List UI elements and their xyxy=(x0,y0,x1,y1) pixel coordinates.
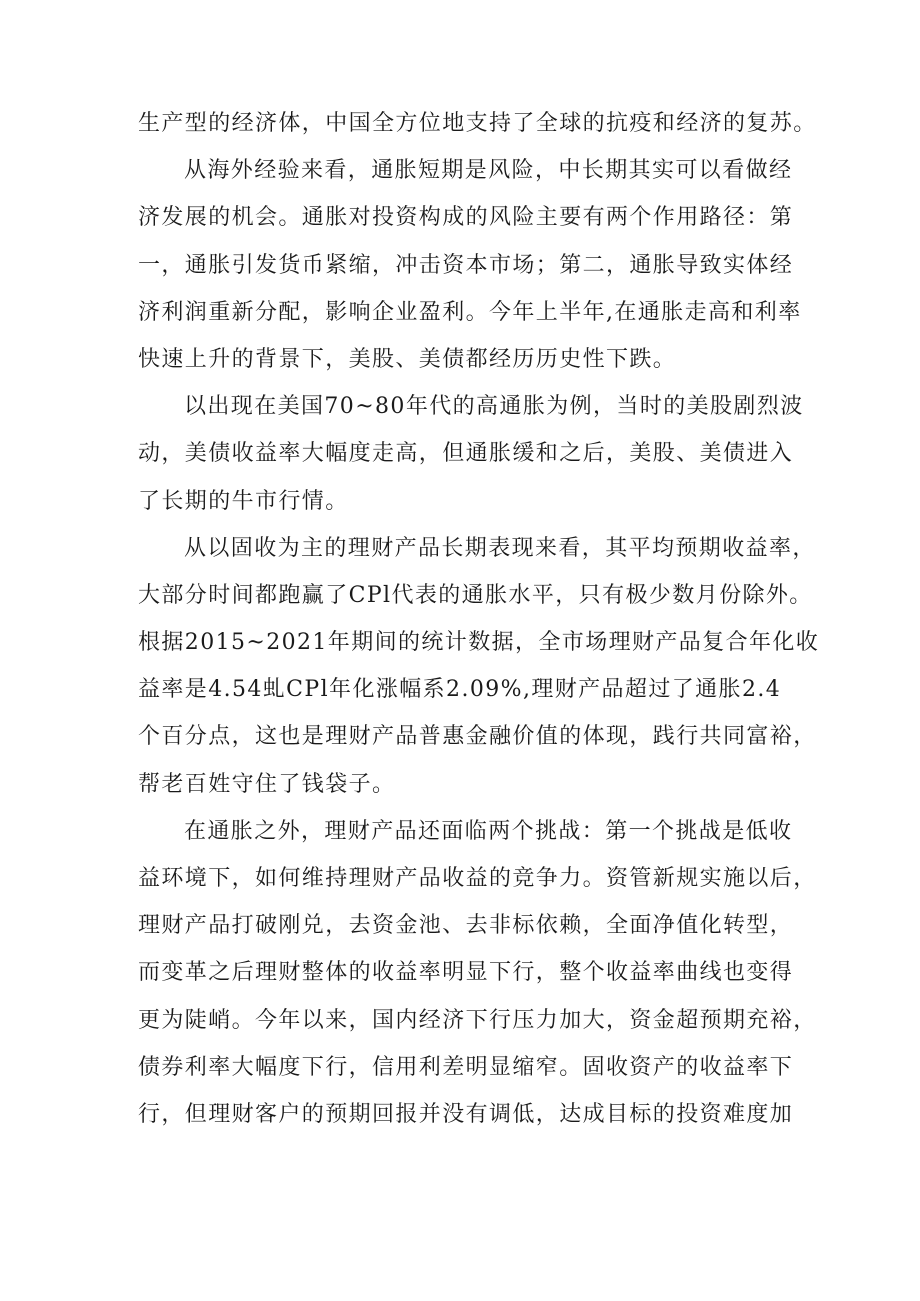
text-line: 债券利率大幅度下行，信用利差明显缩窄。固收资产的收益率下 xyxy=(138,1054,794,1080)
text-line: 根据2015~2021年期间的统计数据，全市场理财产品复合年化收 xyxy=(138,630,820,656)
text-line: 济利润重新分配，影响企业盈利。今年上半年,在通胀走高和利率 xyxy=(138,299,802,325)
text-line: 动，美债收益率大幅度走高，但通胀缓和之后，美股、美债进入 xyxy=(138,441,794,467)
text-line: 帮老百姓守住了钱袋子。 xyxy=(138,771,396,797)
text-line: 个百分点，这也是理财产品普惠金融价值的体现，践行共同富裕， xyxy=(138,724,817,750)
paragraph-start-line: 从海外经验来看，通胀短期是风险，中长期其实可以看做经 xyxy=(184,158,793,184)
text-line: 理财产品打破刚兑，去资金池、去非标依赖，全面净值化转型， xyxy=(138,913,794,939)
text-line: 益率是4.54虬CPl年化涨幅系2.09%,理财产品超过了通胀2.4 xyxy=(138,677,782,703)
paragraph-start-line: 在通胀之外，理财产品还面临两个挑战：第一个挑战是低收 xyxy=(184,818,793,844)
text-line: 更为陡峭。今年以来，国内经济下行压力加大，资金超预期充裕， xyxy=(138,1007,817,1033)
text-line: 而变革之后理财整体的收益率明显下行，整个收益率曲线也变得 xyxy=(138,960,794,986)
paragraph-start-line: 以出现在美国70~80年代的高通胀为例，当时的美股剧烈波 xyxy=(184,394,804,420)
paragraph-start-line: 从以固收为主的理财产品长期表现来看，其平均预期收益率， xyxy=(184,535,816,561)
text-line: 济发展的机会。通胀对投资构成的风险主要有两个作用路径：第 xyxy=(138,205,794,231)
text-line: 了长期的牛市行情。 xyxy=(138,488,349,514)
text-line: 大部分时间都跑赢了CPl代表的通胀水平，只有极少数月份除外。 xyxy=(138,582,813,608)
text-line: 益环境下，如何维持理财产品收益的竞争力。资管新规实施以后， xyxy=(138,866,817,891)
text-line: 行，但理财客户的预期回报并没有调低，达成目标的投资难度加 xyxy=(138,1101,794,1127)
document-page xyxy=(138,100,820,1138)
text-line: 一，通胀引发货币紧缩，冲击资本市场；第二，通胀导致实体经 xyxy=(138,252,794,278)
text-line: 生产型的经济体，中国全方位地支持了全球的抗疫和经济的复苏。 xyxy=(138,111,817,136)
text-line: 快速上升的背景下，美股、美债都经历历史性下跌。 xyxy=(138,346,677,372)
